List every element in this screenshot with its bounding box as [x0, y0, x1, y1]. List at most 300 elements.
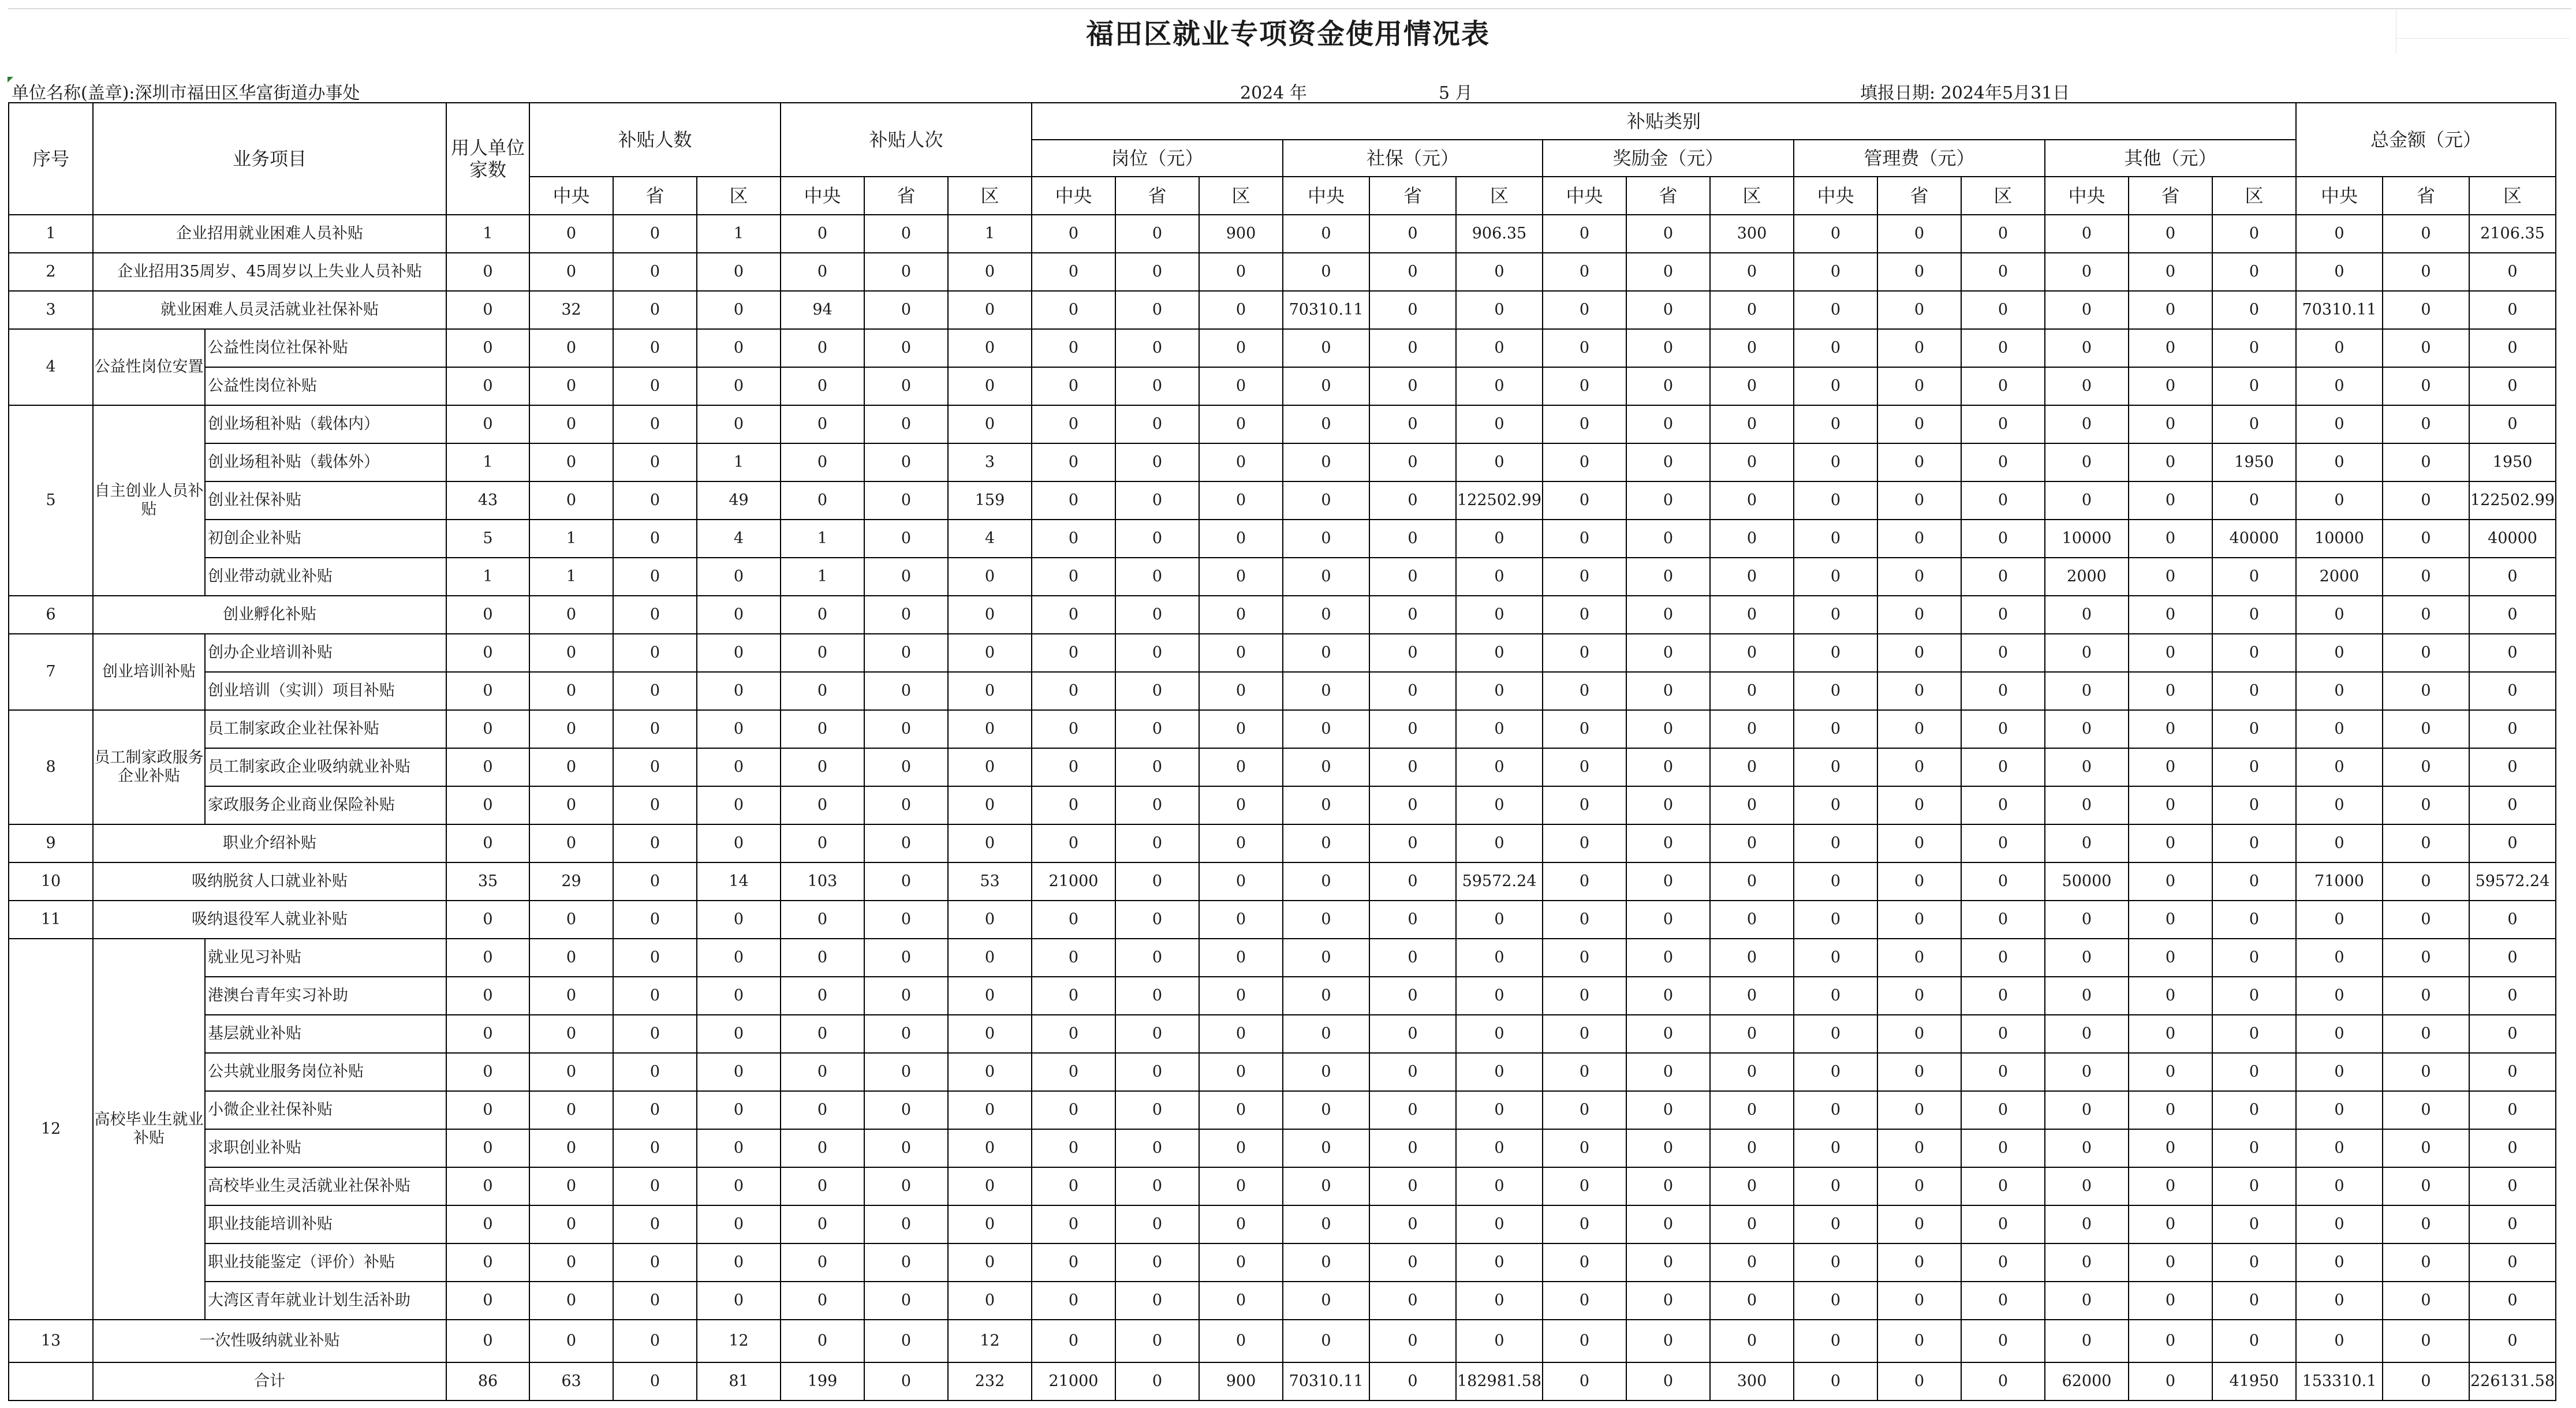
- unit-name: 单位名称(盖章):深圳市福田区华富街道办事处: [12, 83, 360, 103]
- row-value: 0: [2212, 1205, 2296, 1243]
- row-value: 0: [2045, 786, 2129, 824]
- row-value: 0: [2045, 405, 2129, 443]
- row-value: 0: [2129, 1282, 2212, 1320]
- row-value: 0: [1115, 1243, 1199, 1282]
- row-value: 0: [2045, 1320, 2129, 1362]
- row-value: 0: [1199, 977, 1283, 1015]
- row-value: 1: [529, 558, 613, 596]
- header-level: 省: [1115, 177, 1199, 215]
- row-value: 0: [1543, 939, 1626, 977]
- row-item: 员工制家政企业吸纳就业补贴: [205, 748, 446, 786]
- row-value: 0: [1626, 1091, 1710, 1129]
- row-item: 公益性岗位社保补贴: [205, 329, 446, 367]
- row-value: 232: [948, 1362, 1032, 1400]
- table-row: [9, 862, 2556, 901]
- row-value: 0: [2045, 1205, 2129, 1243]
- row-value: 0: [1543, 520, 1626, 558]
- row-value: 0: [2469, 1091, 2556, 1129]
- row-value: 0: [781, 1320, 864, 1362]
- row-value: 0: [1199, 824, 1283, 862]
- row-value: 0: [2296, 1091, 2383, 1129]
- row-value: 0: [2045, 253, 2129, 291]
- row-value: 0: [1369, 367, 1456, 405]
- row-value: 0: [1710, 291, 1794, 329]
- row-value: 0: [781, 1205, 864, 1243]
- row-units: 0: [446, 786, 529, 824]
- row-value: 0: [1032, 1091, 1115, 1129]
- row-value: 1: [697, 215, 781, 253]
- row-value: 0: [1369, 520, 1456, 558]
- row-value: 0: [2383, 939, 2469, 977]
- row-value: 0: [1369, 405, 1456, 443]
- row-value: 0: [613, 824, 697, 862]
- row-value: 0: [1115, 901, 1199, 939]
- row-value: 0: [1626, 1167, 1710, 1205]
- row-value: 0: [1369, 291, 1456, 329]
- row-value: 0: [948, 710, 1032, 748]
- row-value: 0: [948, 901, 1032, 939]
- row-value: 0: [697, 405, 781, 443]
- row-value: 2000: [2296, 558, 2383, 596]
- row-value: 0: [864, 1167, 948, 1205]
- row-value: 0: [1283, 786, 1369, 824]
- row-value: 49: [697, 481, 781, 520]
- row-value: 0: [1626, 481, 1710, 520]
- row-value: 0: [1961, 291, 2045, 329]
- row-value: 0: [2296, 1053, 2383, 1091]
- row-value: 0: [781, 596, 864, 634]
- row-item: 大湾区青年就业计划生活补助: [205, 1282, 446, 1320]
- row-value: 21000: [1032, 862, 1115, 901]
- row-value: 0: [1032, 1015, 1115, 1053]
- row-item: 创办企业培训补贴: [205, 634, 446, 672]
- row-value: 0: [1199, 1091, 1283, 1129]
- row-value: 0: [781, 824, 864, 862]
- row-value: 0: [864, 329, 948, 367]
- row-value: 0: [613, 481, 697, 520]
- row-value: 0: [2383, 367, 2469, 405]
- row-value: 900: [1199, 1362, 1283, 1400]
- row-value: 0: [864, 253, 948, 291]
- row-value: 0: [1543, 1205, 1626, 1243]
- row-item: 一次性吸纳就业补贴: [93, 1320, 446, 1362]
- row-value: 0: [1961, 1167, 2045, 1205]
- row-value: 0: [1032, 215, 1115, 253]
- row-value: 0: [781, 481, 864, 520]
- row-value: 0: [1115, 443, 1199, 481]
- row-value: 1: [697, 443, 781, 481]
- row-value: 0: [864, 939, 948, 977]
- row-value: 0: [2469, 634, 2556, 672]
- row-value: 0: [1961, 748, 2045, 786]
- row-value: 0: [1199, 939, 1283, 977]
- row-value: 0: [1543, 329, 1626, 367]
- row-value: 0: [2045, 977, 2129, 1015]
- row-value: 0: [1032, 443, 1115, 481]
- row-value: 0: [1543, 215, 1626, 253]
- row-value: 0: [2383, 481, 2469, 520]
- row-value: 0: [2129, 1053, 2212, 1091]
- row-value: 0: [2383, 710, 2469, 748]
- row-value: 0: [2383, 901, 2469, 939]
- row-value: 0: [864, 1129, 948, 1167]
- row-value: 0: [781, 786, 864, 824]
- row-value: 0: [781, 215, 864, 253]
- header-level: 中央: [529, 177, 613, 215]
- row-value: 0: [2296, 748, 2383, 786]
- row-value: 0: [1877, 1053, 1961, 1091]
- row-value: 0: [781, 1015, 864, 1053]
- row-value: 0: [2296, 939, 2383, 977]
- row-value: 0: [613, 1282, 697, 1320]
- row-value: 0: [2469, 710, 2556, 748]
- header-level: 区: [1961, 177, 2045, 215]
- row-value: 0: [529, 596, 613, 634]
- row-value: 0: [1199, 405, 1283, 443]
- row-value: 153310.1: [2296, 1362, 2383, 1400]
- row-value: 0: [1543, 596, 1626, 634]
- row-value: 0: [1961, 520, 2045, 558]
- row-value: 0: [2469, 786, 2556, 824]
- header-level: 区: [697, 177, 781, 215]
- row-value: 0: [2045, 443, 2129, 481]
- row-value: 0: [2212, 634, 2296, 672]
- row-value: 0: [697, 1282, 781, 1320]
- funds-table: [8, 102, 2556, 1401]
- row-value: 0: [948, 1243, 1032, 1282]
- table-row: [9, 1129, 2556, 1167]
- row-value: 0: [1115, 748, 1199, 786]
- row-value: 0: [613, 786, 697, 824]
- row-units: 0: [446, 634, 529, 672]
- row-value: 0: [1626, 405, 1710, 443]
- row-item: 创业场租补贴（载体外）: [205, 443, 446, 481]
- row-value: 0: [529, 786, 613, 824]
- row-value: 0: [2129, 748, 2212, 786]
- table-row: [9, 215, 2556, 253]
- row-value: 0: [2129, 596, 2212, 634]
- row-value: 0: [1710, 1167, 1794, 1205]
- row-value: 0: [613, 862, 697, 901]
- row-item: 就业困难人员灵活就业社保补贴: [93, 291, 446, 329]
- row-value: 0: [1456, 367, 1543, 405]
- row-value: 0: [1626, 1320, 1710, 1362]
- row-value: 0: [2129, 824, 2212, 862]
- row-value: 0: [2212, 901, 2296, 939]
- row-value: 0: [1543, 558, 1626, 596]
- row-value: 0: [1626, 824, 1710, 862]
- row-value: 0: [1283, 710, 1369, 748]
- row-value: 0: [1456, 596, 1543, 634]
- row-item: 员工制家政企业社保补贴: [205, 710, 446, 748]
- row-value: 0: [1369, 1015, 1456, 1053]
- table-row: [9, 1243, 2556, 1282]
- row-value: 0: [1877, 329, 1961, 367]
- row-value: 0: [1794, 862, 1877, 901]
- header-persons: 补贴人数: [529, 103, 781, 177]
- row-value: 0: [1199, 1129, 1283, 1167]
- row-units: 0: [446, 1167, 529, 1205]
- row-value: 0: [2296, 405, 2383, 443]
- row-value: 0: [2129, 1167, 2212, 1205]
- row-value: 0: [2469, 558, 2556, 596]
- row-value: 0: [1199, 1320, 1283, 1362]
- row-value: 0: [1032, 1129, 1115, 1167]
- row-value: 0: [529, 367, 613, 405]
- row-value: 0: [781, 367, 864, 405]
- row-value: 0: [697, 1129, 781, 1167]
- row-value: 0: [1710, 901, 1794, 939]
- row-value: 0: [1283, 520, 1369, 558]
- row-value: 0: [948, 1205, 1032, 1243]
- row-value: 0: [1877, 443, 1961, 481]
- row-value: 0: [1032, 1320, 1115, 1362]
- row-value: 0: [1369, 939, 1456, 977]
- row-value: 0: [2383, 672, 2469, 710]
- row-item: 合计: [93, 1362, 446, 1400]
- row-value: 0: [2129, 520, 2212, 558]
- row-value: 0: [2383, 291, 2469, 329]
- row-item: 职业技能培训补贴: [205, 1205, 446, 1243]
- row-value: 0: [1961, 405, 2045, 443]
- row-value: 0: [1961, 253, 2045, 291]
- row-value: 0: [2383, 748, 2469, 786]
- header-level: 省: [864, 177, 948, 215]
- row-value: 0: [1115, 1053, 1199, 1091]
- row-value: 0: [1961, 710, 2045, 748]
- row-group: 创业培训补贴: [93, 634, 205, 710]
- row-value: 0: [1199, 520, 1283, 558]
- table-row: [9, 824, 2556, 862]
- row-value: 0: [2045, 215, 2129, 253]
- row-value: 50000: [2045, 862, 2129, 901]
- row-value: 0: [2045, 901, 2129, 939]
- row-value: 0: [864, 215, 948, 253]
- row-value: 0: [2212, 291, 2296, 329]
- row-units: 0: [446, 367, 529, 405]
- table-row: [9, 1167, 2556, 1205]
- row-value: 0: [1961, 367, 2045, 405]
- row-value: 0: [2212, 748, 2296, 786]
- row-value: 0: [864, 596, 948, 634]
- row-value: 0: [1794, 253, 1877, 291]
- row-value: 0: [2296, 329, 2383, 367]
- row-value: 0: [1877, 901, 1961, 939]
- row-value: 0: [1543, 1243, 1626, 1282]
- row-value: 1950: [2212, 443, 2296, 481]
- row-value: 0: [2383, 1320, 2469, 1362]
- row-value: 0: [1115, 520, 1199, 558]
- row-value: 10000: [2296, 520, 2383, 558]
- row-value: 0: [1961, 1362, 2045, 1400]
- header-level: 中央: [2296, 177, 2383, 215]
- row-value: 0: [1877, 977, 1961, 1015]
- row-value: 0: [948, 367, 1032, 405]
- header-level: 区: [1710, 177, 1794, 215]
- row-value: 0: [1626, 710, 1710, 748]
- row-value: 59572.24: [1456, 862, 1543, 901]
- row-value: 0: [1283, 824, 1369, 862]
- row-value: 0: [1626, 253, 1710, 291]
- row-value: 0: [1032, 481, 1115, 520]
- row-value: 0: [1710, 367, 1794, 405]
- row-value: 0: [697, 1243, 781, 1282]
- row-value: 0: [1626, 1053, 1710, 1091]
- row-seq: 4: [9, 329, 93, 405]
- row-value: 0: [1710, 329, 1794, 367]
- row-value: 0: [1543, 977, 1626, 1015]
- row-value: 0: [1626, 977, 1710, 1015]
- row-value: 0: [1710, 481, 1794, 520]
- row-units: 86: [446, 1362, 529, 1400]
- row-value: 0: [529, 1053, 613, 1091]
- row-value: 0: [529, 1205, 613, 1243]
- row-value: 0: [2383, 634, 2469, 672]
- row-value: 0: [1961, 1205, 2045, 1243]
- table-row: [9, 596, 2556, 634]
- row-value: 0: [1794, 901, 1877, 939]
- row-value: 0: [1877, 1129, 1961, 1167]
- row-item: 创业带动就业补贴: [205, 558, 446, 596]
- row-value: 0: [2129, 1015, 2212, 1053]
- row-value: 0: [529, 481, 613, 520]
- row-value: 0: [1877, 253, 1961, 291]
- row-value: 0: [2383, 405, 2469, 443]
- row-value: 0: [1369, 558, 1456, 596]
- row-value: 0: [1456, 748, 1543, 786]
- row-value: 0: [864, 1091, 948, 1129]
- row-value: 0: [1877, 862, 1961, 901]
- row-value: 0: [864, 1205, 948, 1243]
- row-item: 职业介绍补贴: [93, 824, 446, 862]
- row-value: 0: [2383, 1129, 2469, 1167]
- row-value: 0: [1032, 291, 1115, 329]
- row-value: 0: [529, 443, 613, 481]
- table-row: [9, 1053, 2556, 1091]
- row-value: 0: [1710, 558, 1794, 596]
- row-value: 0: [1877, 558, 1961, 596]
- row-units: 0: [446, 1053, 529, 1091]
- row-item: 公益性岗位补贴: [205, 367, 446, 405]
- row-value: 0: [1283, 1129, 1369, 1167]
- row-value: 0: [1961, 672, 2045, 710]
- row-value: 0: [1283, 1015, 1369, 1053]
- row-value: 0: [529, 901, 613, 939]
- row-value: 0: [1543, 1362, 1626, 1400]
- row-value: 0: [1199, 481, 1283, 520]
- row-value: 0: [1115, 634, 1199, 672]
- row-value: 0: [1794, 215, 1877, 253]
- row-group: 高校毕业生就业补贴: [93, 939, 205, 1320]
- row-item: 基层就业补贴: [205, 1015, 446, 1053]
- row-value: 0: [529, 977, 613, 1015]
- row-seq: [9, 1362, 93, 1400]
- row-value: 0: [697, 1053, 781, 1091]
- row-units: 0: [446, 901, 529, 939]
- row-units: 0: [446, 824, 529, 862]
- row-value: 0: [2212, 329, 2296, 367]
- row-value: 0: [529, 710, 613, 748]
- row-value: 0: [2383, 253, 2469, 291]
- row-value: 0: [781, 1282, 864, 1320]
- row-value: 0: [864, 520, 948, 558]
- row-value: 0: [697, 596, 781, 634]
- row-value: 29: [529, 862, 613, 901]
- row-value: 0: [1199, 596, 1283, 634]
- row-value: 0: [1283, 901, 1369, 939]
- row-value: 0: [2212, 367, 2296, 405]
- row-value: 0: [2045, 1053, 2129, 1091]
- row-value: 0: [2469, 1015, 2556, 1053]
- row-value: 0: [2469, 329, 2556, 367]
- row-value: 0: [781, 405, 864, 443]
- row-value: 0: [2212, 977, 2296, 1015]
- table-row: [9, 1282, 2556, 1320]
- row-value: 0: [1283, 862, 1369, 901]
- table-row: [9, 1320, 2556, 1362]
- row-value: 0: [1543, 1129, 1626, 1167]
- row-value: 0: [864, 1282, 948, 1320]
- row-value: 0: [1115, 824, 1199, 862]
- row-value: 0: [948, 1129, 1032, 1167]
- row-value: 0: [529, 329, 613, 367]
- row-value: 0: [1710, 1015, 1794, 1053]
- row-value: 0: [1877, 824, 1961, 862]
- row-value: 0: [613, 672, 697, 710]
- row-seq: 12: [9, 939, 93, 1320]
- row-value: 0: [2212, 1053, 2296, 1091]
- row-value: 0: [2212, 253, 2296, 291]
- row-value: 0: [1283, 748, 1369, 786]
- row-item: 职业技能鉴定（评价）补贴: [205, 1243, 446, 1282]
- row-value: 0: [2383, 1282, 2469, 1320]
- row-value: 0: [1794, 824, 1877, 862]
- row-value: 0: [1543, 1091, 1626, 1129]
- row-value: 0: [864, 1015, 948, 1053]
- table-row: [9, 748, 2556, 786]
- row-value: 0: [1961, 596, 2045, 634]
- table-row: [9, 672, 2556, 710]
- row-value: 0: [1283, 558, 1369, 596]
- row-value: 0: [2296, 1320, 2383, 1362]
- row-item: 创业社保补贴: [205, 481, 446, 520]
- row-value: 0: [1877, 786, 1961, 824]
- row-value: 0: [1794, 710, 1877, 748]
- row-value: 0: [613, 748, 697, 786]
- row-value: 0: [2383, 558, 2469, 596]
- row-value: 0: [948, 786, 1032, 824]
- row-value: 0: [2212, 939, 2296, 977]
- row-item: 就业见习补贴: [205, 939, 446, 977]
- row-value: 0: [1794, 786, 1877, 824]
- row-value: 0: [1961, 1015, 2045, 1053]
- row-value: 0: [2045, 634, 2129, 672]
- row-value: 0: [1115, 367, 1199, 405]
- row-value: 0: [613, 1091, 697, 1129]
- row-value: 0: [2383, 596, 2469, 634]
- row-value: 0: [2129, 405, 2212, 443]
- row-value: 0: [2469, 748, 2556, 786]
- row-value: 0: [1794, 405, 1877, 443]
- row-units: 0: [446, 1282, 529, 1320]
- header-level: 中央: [1794, 177, 1877, 215]
- row-value: 0: [1115, 1167, 1199, 1205]
- row-value: 0: [529, 1320, 613, 1362]
- row-value: 0: [529, 1243, 613, 1282]
- row-value: 0: [1710, 634, 1794, 672]
- row-value: 0: [2469, 901, 2556, 939]
- header-level: 中央: [781, 177, 864, 215]
